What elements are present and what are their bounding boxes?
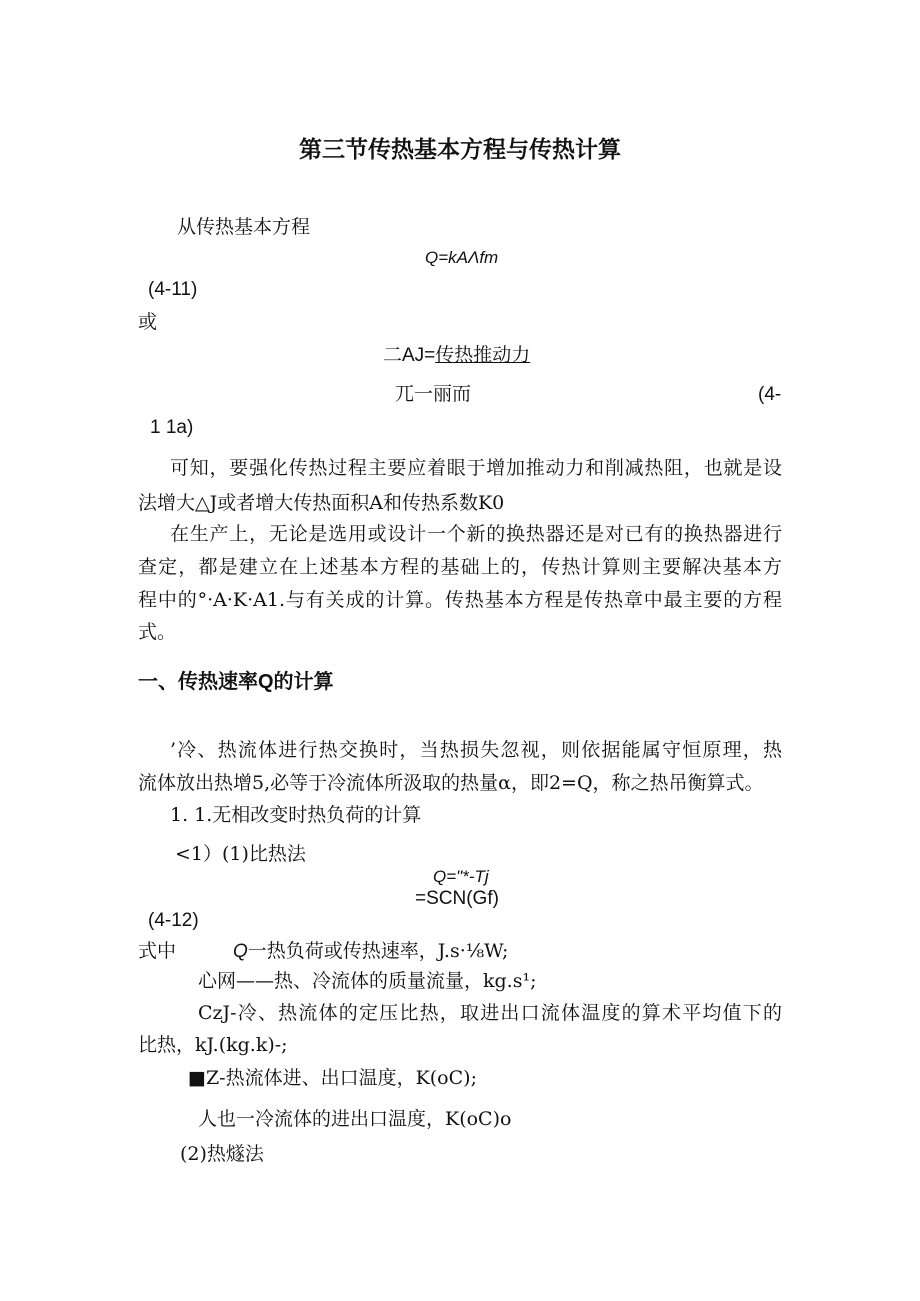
numerator-underlined: 传热推动力 [435,344,531,366]
where-cp-line-2: 比热，kJ.(kg.k)-; [138,1034,288,1056]
numerator-prefix: 二AJ= [383,345,436,366]
equation-4-12-line-1: Q="*-Tj [433,867,489,886]
section-heading-1: 一、传热速率Q的计算 [138,671,334,693]
subsection-heading: 1. 1.无相改变时热负荷的计算 [170,804,422,826]
where-cp-line-1: CzJ-冷、热流体的定压比热，取进出口流体温度的算术平均值下的 [198,1002,782,1024]
where-cold-temperature: 人也一冷流体的进出口温度，K(oC)o [198,1108,512,1130]
method-2-label: (2)热燧法 [180,1143,264,1165]
paragraph-2-line-3: 程中的°·A·K·A1.与有关成的计算。传热基本方程是传热章中最主要的方程 [138,589,782,611]
equation-4-11: Q=kAΛfm [425,248,499,267]
intro-text: 从传热基本方程 [177,216,311,238]
paragraph-1-line-1: 可知，要强化传热过程主要应着眼于增加推动力和削减热阻，也就是设 [170,457,782,479]
equation-number-4-11: (4-11) [148,279,198,300]
q-description: 一热负荷或传热速率，J.s·⅛W; [247,940,509,962]
equation-4-11a-numerator [383,346,530,365]
paragraph-2-line-4: 式。 [138,621,177,643]
paragraph-3-line-1: ’冷、热流体进行热交换时，当热损失忽视，则依据能属守恒原理，热 [170,739,782,761]
equation-number-4-11a-part1: (4- [758,384,782,405]
where-hot-temperature: ■Z-热流体进、出口温度，K(oC); [188,1067,477,1089]
q-symbol: Q [233,941,248,962]
paragraph-3-line-2: 流体放出热增5,必等于冷流体所汲取的热量α，即2=Q，称之热吊衡算式。 [138,772,764,794]
where-q-line [233,942,508,961]
paragraph-1-line-2: 法增大△J或者增大传热面积A和传热系数K0 [138,492,505,514]
equation-number-4-11a-part2: 1 1a) [150,417,194,438]
equation-4-11a-denominator: 兀一丽而 [395,383,472,405]
page-title: 第三节传热基本方程与传热计算 [299,136,621,162]
paragraph-2-line-2: 查定，都是建立在上述基本方程的基础上的，传热计算则主要解决基本方 [138,556,782,578]
paragraph-2-line-1: 在生产上，无论是选用或设计一个新的换热器还是对已有的换热器进行 [170,523,782,545]
where-label: 式中 [138,940,177,962]
or-text: 或 [138,311,158,333]
where-mass-flow: 心网——热、冷流体的质量流量，kg.s¹; [198,970,537,992]
equation-4-12-line-2: =SCN(Gf) [415,888,499,909]
equation-number-4-12: (4-12) [148,910,199,931]
method-1-label: <1）(1)比热法 [175,843,306,865]
